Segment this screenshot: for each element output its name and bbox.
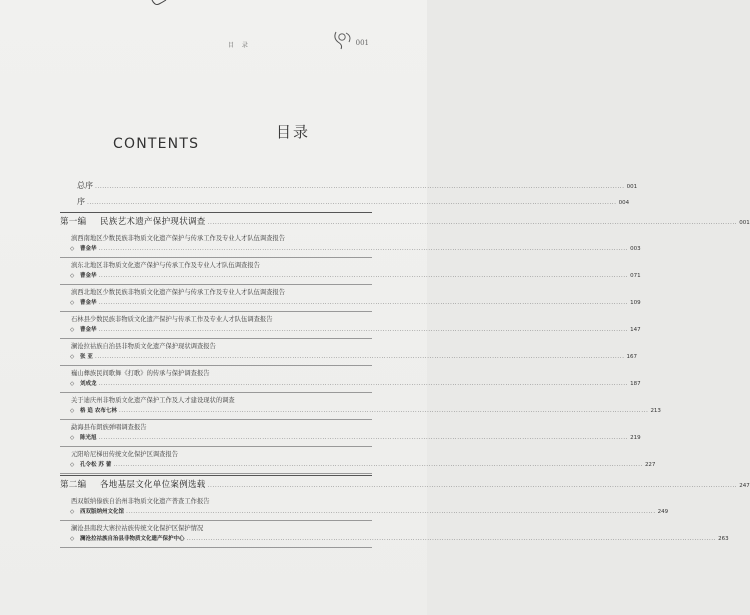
toc-entry[interactable]	[60, 341, 638, 366]
entry-title[interactable]: 勐海县布朗族弹唱调查报告	[71, 424, 147, 431]
entry-title[interactable]: 滇西北地区少数民族非物质文化遗产保护与传承工作及专业人才队伍调查报告	[71, 289, 286, 296]
entry-divider	[60, 446, 372, 447]
entry-title[interactable]: 石林县少数民族非物质文化遗产保护与传承工作及专业人才队伍调查报告	[71, 316, 273, 323]
parts-list	[60, 212, 750, 548]
entry-author-row[interactable]	[60, 352, 638, 363]
diamond-outline-icon: ◇	[70, 354, 75, 360]
dot-leader: ............................................................................................................................................................................................................................	[126, 508, 656, 515]
page-number: 167	[626, 354, 638, 360]
ornament-icon	[330, 28, 356, 50]
dot-leader: ............................................................................................................................................................................................................................	[98, 326, 629, 333]
toc-entry[interactable]	[60, 314, 641, 339]
author-group	[70, 534, 185, 542]
entry-author: 西双版纳州文化馆	[80, 509, 125, 515]
entry-author-row[interactable]	[60, 534, 729, 545]
entry-title[interactable]: 滇东北地区非物质文化遗产保护与传承工作及专业人才队伍调查报告	[71, 262, 260, 269]
page-number: 071	[630, 273, 641, 279]
dot-leader: ............................................................................................................................................................................................................................	[113, 461, 643, 468]
running-head-page-number: 001	[355, 39, 369, 47]
entry-divider	[60, 419, 372, 420]
entry-divider	[60, 520, 372, 521]
toc-entry[interactable]	[60, 233, 641, 258]
page-number: 227	[644, 462, 656, 468]
page-number: 004	[618, 200, 630, 206]
dot-leader: ............................................................................................................................................................................................................................	[87, 199, 617, 206]
entry-author-row[interactable]	[60, 298, 641, 309]
toc-entry[interactable]	[60, 523, 729, 548]
entry-divider	[60, 365, 372, 366]
toc-entry[interactable]	[60, 449, 656, 474]
entry-divider	[60, 311, 372, 312]
toc-entry[interactable]	[60, 395, 661, 420]
entry-title[interactable]: 滇西南地区少数民族非物质文化遗产保护与传承工作及专业人才队伍调查报告	[71, 235, 286, 242]
page-edge-mark	[150, 0, 168, 6]
front-matter-title: 序	[77, 197, 85, 206]
entry-author-row[interactable]	[60, 244, 641, 255]
entry-author-row[interactable]	[60, 433, 641, 444]
page-number: 213	[650, 408, 661, 414]
dot-leader: ............................................................................................................................................................................................................................	[98, 380, 629, 387]
dot-leader: ............................................................................................................................................................................................................................	[98, 434, 629, 441]
page-number: 249	[657, 509, 669, 515]
page-number: 001	[626, 184, 638, 190]
entry-author: 曹金华	[80, 273, 97, 279]
toc-entry[interactable]	[60, 287, 641, 312]
entry-author: 格 追 农布七林	[80, 408, 117, 414]
author-group	[70, 271, 97, 279]
entry-title[interactable]: 西双版纳傣族自治州非物质文化遗产普查工作报告	[71, 498, 210, 505]
author-group	[70, 433, 97, 441]
toc-part-heading[interactable]	[60, 475, 750, 494]
page-number: 247	[739, 483, 750, 489]
author-group	[70, 325, 97, 333]
page-number: 219	[630, 435, 641, 441]
toc-title-english: CONTENTS	[113, 136, 200, 152]
entry-author: 曹金华	[80, 327, 97, 333]
page-number: 263	[718, 536, 729, 542]
author-group	[70, 406, 117, 414]
dot-leader: ............................................................................................................................................................................................................................	[98, 299, 629, 306]
entry-author-row[interactable]	[60, 507, 669, 518]
dot-leader: ............................................................................................................................................................................................................................	[95, 183, 625, 190]
entry-title[interactable]: 澜沧县南段大寨拉祜族传统文化保护区保护情况	[71, 525, 204, 532]
diamond-outline-icon: ◇	[70, 435, 75, 441]
page-number: 003	[630, 246, 641, 252]
dot-leader: ............................................................................................................................................................................................................................	[186, 535, 717, 542]
toc-front-matter-item[interactable]	[60, 180, 638, 196]
part-number: 第一编	[60, 217, 87, 227]
entry-author-row[interactable]	[60, 325, 641, 336]
author-group	[70, 460, 111, 468]
front-matter-list	[60, 180, 638, 212]
running-head-section: 目 录	[228, 42, 251, 49]
entry-title[interactable]: 巍山彝族民间歌舞《打歌》的传承与保护调查报告	[71, 370, 210, 377]
toc-front-matter-item[interactable]	[60, 196, 630, 212]
entry-title[interactable]: 澜沧拉祜族自治县非物质文化遗产保护现状调查报告	[71, 343, 216, 350]
entry-author-row[interactable]	[60, 460, 656, 471]
entry-title[interactable]: 元阳哈尼梯田传统文化保护区调查报告	[71, 451, 179, 458]
author-group	[70, 352, 93, 360]
toc-entry[interactable]	[60, 496, 669, 521]
diamond-outline-icon: ◇	[70, 273, 75, 279]
dot-leader: ............................................................................................................................................................................................................................	[94, 353, 625, 360]
entry-author: 曹金华	[80, 246, 97, 252]
entry-divider	[60, 338, 372, 339]
entry-divider	[60, 392, 372, 393]
page-number: 147	[630, 327, 641, 333]
page-number: 109	[630, 300, 641, 306]
entry-author: 曹金华	[80, 300, 97, 306]
entry-author: 刘成龙	[80, 381, 97, 387]
toc-entry[interactable]	[60, 260, 641, 285]
page-number: 187	[630, 381, 641, 387]
entry-author: 张 亚	[80, 354, 93, 360]
entry-author: 孔令松 苏 蕾	[80, 462, 112, 468]
entry-title[interactable]: 关于迪庆州非物质文化遗产保护工作及人才建设现状的调查	[71, 397, 235, 404]
table-of-contents	[60, 180, 750, 549]
part-heading	[60, 215, 206, 227]
entry-divider	[60, 473, 372, 474]
part-number: 第二编	[60, 480, 87, 490]
diamond-outline-icon: ◇	[70, 327, 75, 333]
author-group	[70, 298, 97, 306]
entry-author: 澜沧拉祜族自治县非物质文化遗产保护中心	[80, 536, 185, 542]
toc-part-heading[interactable]	[60, 212, 750, 231]
entry-divider	[60, 257, 372, 258]
author-group	[70, 244, 97, 252]
dot-leader: ............................................................................................................................................................................................................................	[118, 407, 649, 414]
diamond-outline-icon: ◇	[70, 509, 75, 515]
diamond-outline-icon: ◇	[70, 536, 75, 542]
part-title: 各地基层文化单位案例选载	[100, 480, 206, 490]
part-heading	[60, 478, 206, 490]
author-group	[70, 507, 124, 515]
entry-divider	[60, 547, 372, 548]
front-matter-title: 总序	[77, 181, 93, 190]
page-number: 001	[739, 220, 750, 226]
diamond-outline-icon: ◇	[70, 246, 75, 252]
diamond-outline-icon: ◇	[70, 381, 75, 387]
toc-title-chinese: 目录	[275, 123, 310, 141]
entry-author: 陈光旭	[80, 435, 97, 441]
entry-author-row[interactable]	[60, 406, 661, 417]
author-group	[70, 379, 97, 387]
diamond-outline-icon: ◇	[70, 300, 75, 306]
dot-leader: ............................................................................................................................................................................................................................	[207, 219, 738, 226]
entry-author-row[interactable]	[60, 379, 641, 390]
dot-leader: ............................................................................................................................................................................................................................	[98, 245, 629, 252]
diamond-outline-icon: ◇	[70, 408, 75, 414]
entry-divider	[60, 284, 372, 285]
part-title: 民族艺术遗产保护现状调查	[100, 217, 206, 227]
dot-leader: ............................................................................................................................................................................................................................	[98, 272, 629, 279]
toc-entry[interactable]	[60, 422, 641, 447]
entry-author-row[interactable]	[60, 271, 641, 282]
dot-leader: ............................................................................................................................................................................................................................	[207, 482, 738, 489]
diamond-outline-icon: ◇	[70, 462, 75, 468]
toc-entry[interactable]	[60, 368, 641, 393]
